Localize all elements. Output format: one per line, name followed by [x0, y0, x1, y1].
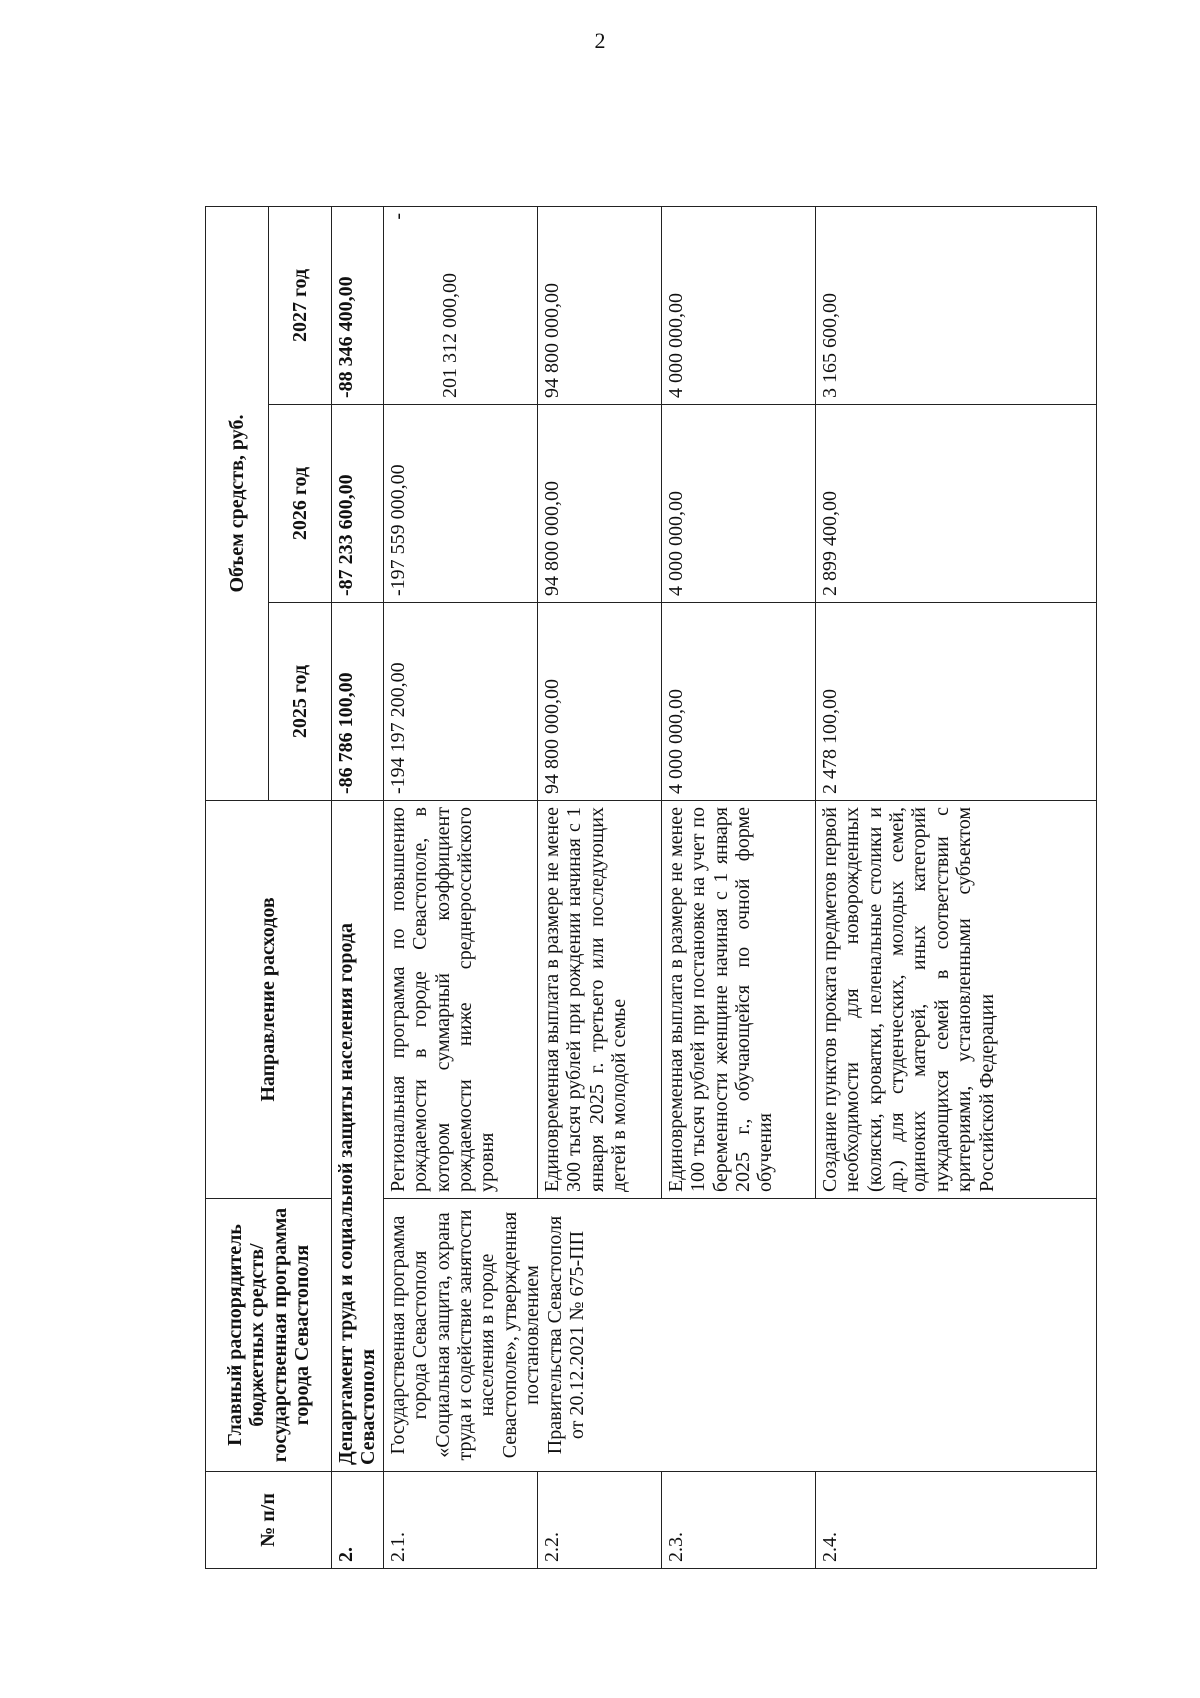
amount-2026: 94 800 000,00 [537, 405, 661, 603]
amount-2027: 94 800 000,00 [537, 206, 661, 404]
header-year-2027: 2027 год [269, 206, 332, 404]
section-title: Департамент труда и социальной защиты населения города Севастополя [332, 801, 384, 1472]
section-num: 2. [332, 1472, 384, 1569]
program-cell: Государственная программа города Севастополя «Социальная защита, охрана труда и содействие занятости населения в городе Севастополе», утвержденная постановлением Правительства Севастополя от 20.12.2021 № 675-ПП [383, 1199, 1096, 1472]
amount-2027: 3 165 600,00 [815, 206, 1096, 404]
amount-2026: 2 899 400,00 [815, 405, 1096, 603]
section-2025: -86 786 100,00 [332, 603, 384, 801]
direction-cell: Создание пунктов проката предметов первой необходимости для новорожденных (коляски, кроватки, пеленальные столики и др.) для студенческих, молодых семей, одиноких матерей, иных категорий нуждающихся семей в соответствии с критериями, установленными субъектом Российской Федерации [815, 801, 1096, 1199]
header-year-2026: 2026 год [269, 405, 332, 603]
section-2026: -87 233 600,00 [332, 405, 384, 603]
budget-table [205, 206, 1097, 1569]
direction-cell: Единовременная выплата в размере не менее 100 тысяч рублей при постановке на учет по беременности женщине начиная с 1 января 2025 г., обучающейся по очной форме обучения [661, 801, 815, 1199]
header-program: Главный распорядитель бюджетных средств/государственная программа города Севастополя [206, 1199, 332, 1472]
row-num: 2.2. [537, 1472, 661, 1569]
amount-2025: 2 478 100,00 [815, 603, 1096, 801]
amount-2025: 94 800 000,00 [537, 603, 661, 801]
page-number: 2 [594, 28, 606, 53]
amount-2027-value: 201 312 000,00 [439, 273, 462, 398]
header-direction: Направление расходов [206, 801, 332, 1199]
header-year-2025: 2025 год [269, 603, 332, 801]
section-row [332, 206, 384, 1568]
row-num: 2.4. [815, 1472, 1096, 1569]
section-2027: -88 346 400,00 [332, 206, 384, 404]
table-row [383, 206, 537, 1568]
header-num: № п/п [206, 1472, 332, 1569]
direction-cell: Единовременная выплата в размере не менее 300 тысяч рублей при рождении начиная с 1 января 2025 г. третьего или последующих детей в молодой семье [537, 801, 661, 1199]
amount-2027-dash: - [386, 212, 409, 220]
direction-cell: Региональная программа по повышению рождаемости в городе Севастополе, в котором суммарный коэффициент рождаемости ниже среднероссийского уровня [383, 801, 537, 1199]
amount-2026: -197 559 000,00 [383, 405, 537, 603]
rotated-table-container [205, 207, 1097, 1569]
amount-2027: 4 000 000,00 [661, 206, 815, 404]
header-volume: Объем средств, руб. [206, 206, 269, 800]
amount-2026: 4 000 000,00 [661, 405, 815, 603]
row-num: 2.1. [383, 1472, 537, 1569]
amount-2027 [383, 206, 537, 404]
amount-2025: -194 197 200,00 [383, 603, 537, 801]
row-num: 2.3. [661, 1472, 815, 1569]
amount-2025: 4 000 000,00 [661, 603, 815, 801]
